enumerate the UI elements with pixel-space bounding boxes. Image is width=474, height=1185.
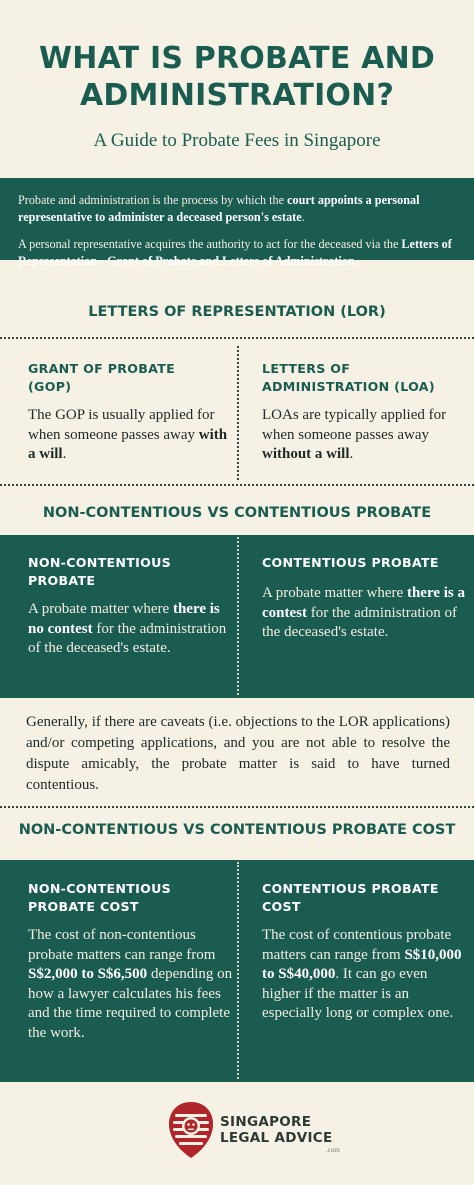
general-note: Generally, if there are caveats (i.e. objections to the LOR applications) and/or competing applications, and you are not able to resolve the dispute amicably, the probate matter is said to have turned contentious. <box>26 714 450 793</box>
lion-crest-icon <box>164 1100 218 1162</box>
page-title-line2: ADMINISTRATION? <box>79 78 395 113</box>
contentious-cost-column <box>262 880 467 1024</box>
probate-types-section-title: NON-CONTENTIOUS VS CONTENTIOUS PROBATE <box>42 505 432 521</box>
loa-column <box>262 360 467 465</box>
gop-column <box>28 360 233 465</box>
intro-paragraph-1: Probate and administration is the process by which the court appoints a personal representative to administer a deceased person's estate. <box>18 193 420 224</box>
lor-section-title: LETTERS OF REPRESENTATION (LOR) <box>88 304 386 320</box>
contentious-column <box>262 554 467 643</box>
non-contentious-column <box>28 554 233 659</box>
logo-suffix: .com <box>326 1146 340 1154</box>
non-contentious-heading: NON-CONTENTIOUS PROBATE <box>28 555 172 588</box>
gop-heading: GRANT OF PROBATE (GOP) <box>28 361 175 394</box>
divider <box>0 484 474 486</box>
contentious-description: A probate matter where there is a contest for the administration of the deceased's estate. <box>262 585 465 640</box>
divider <box>0 806 474 808</box>
page-title <box>0 40 474 114</box>
page-title-line1: WHAT IS PROBATE AND <box>39 41 435 76</box>
costs-section-title: NON-CONTENTIOUS VS CONTENTIOUS PROBATE COST <box>18 822 456 838</box>
page-subtitle: A Guide to Probate Fees in Singapore <box>93 130 381 151</box>
logo-text: SINGAPORE LEGAL ADVICE <box>220 1114 333 1146</box>
gop-description: The GOP is usually applied for when someone passes away with a will. <box>28 407 228 462</box>
singapore-legal-advice-logo[interactable] <box>164 1100 348 1162</box>
loa-heading: LETTERS OF ADMINISTRATION (LOA) <box>262 361 435 394</box>
contentious-heading: CONTENTIOUS PROBATE <box>262 555 439 570</box>
contentious-cost-heading: CONTENTIOUS PROBATE COST <box>262 881 439 914</box>
contentious-cost-description: The cost of contentious probate matters can range from S$10,000 to S$40,000. It can go even higher if the matter is an especially long or complex one. <box>262 927 462 1021</box>
intro-paragraph-2: A personal representative acquires the authority to act for the deceased via the Letters of Representation - Grant of Probate and Letters of Administration. <box>18 237 452 268</box>
intro-panel <box>0 178 474 268</box>
loa-description: LOAs are typically applied for when someone passes away without a will. <box>262 407 447 462</box>
column-divider <box>237 346 239 480</box>
divider <box>0 337 474 339</box>
non-contentious-cost-column <box>28 880 233 1043</box>
column-divider <box>237 862 239 1079</box>
column-divider <box>237 537 239 695</box>
non-contentious-cost-heading: NON-CONTENTIOUS PROBATE COST <box>28 881 172 914</box>
non-contentious-description: A probate matter where there is no contest for the administration of the deceased's estate. <box>28 601 227 656</box>
non-contentious-cost-description: The cost of non-contentious probate matters can range from S$2,000 to S$6,500 depending on how a lawyer calculates his fees and the time required to complete the work. <box>28 927 233 1041</box>
